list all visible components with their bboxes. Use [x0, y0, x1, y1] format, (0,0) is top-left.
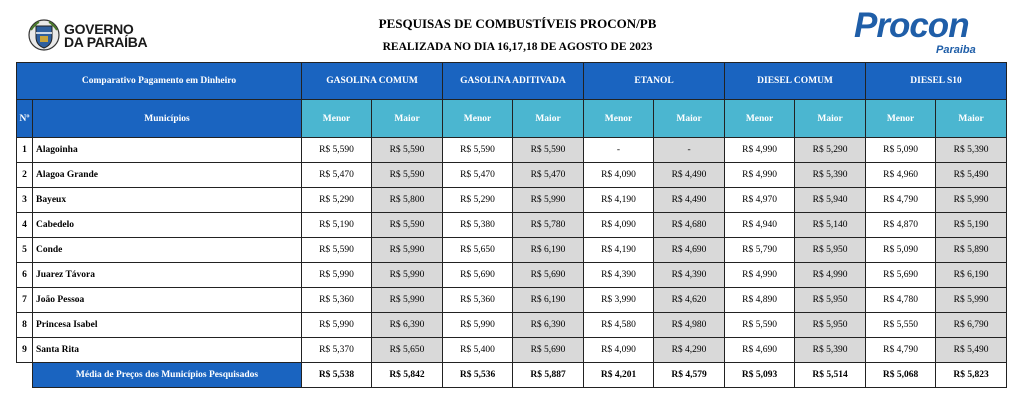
price-maior-cell: R$ 5,290 [795, 138, 866, 163]
price-menor-cell: R$ 4,190 [584, 238, 654, 263]
price-maior-cell: R$ 6,190 [936, 263, 1007, 288]
municipio-name: Bayeux [33, 188, 302, 213]
menor-header: Menor [443, 100, 513, 138]
fuel-header: GASOLINA ADITIVADA [443, 63, 584, 100]
maior-header: Maior [795, 100, 866, 138]
price-menor-cell: R$ 4,890 [725, 288, 795, 313]
price-maior-cell: R$ 5,390 [936, 138, 1007, 163]
price-maior-cell: R$ 5,490 [936, 338, 1007, 363]
price-maior-cell: R$ 5,950 [795, 288, 866, 313]
row-number: 8 [17, 313, 33, 338]
price-menor-cell: R$ 4,090 [584, 163, 654, 188]
fuel-price-table [16, 62, 1007, 388]
municipio-name: Conde [33, 238, 302, 263]
maior-header: Maior [513, 100, 584, 138]
price-menor-cell: R$ 5,370 [302, 338, 372, 363]
price-menor-cell: R$ 4,990 [725, 138, 795, 163]
maior-header: Maior [372, 100, 443, 138]
price-maior-cell: R$ 6,190 [513, 288, 584, 313]
price-maior-cell: R$ 4,490 [654, 188, 725, 213]
row-number: 1 [17, 138, 33, 163]
price-maior-cell: R$ 5,590 [372, 213, 443, 238]
price-menor-cell: R$ 5,550 [866, 313, 936, 338]
price-maior-cell: R$ 5,950 [795, 313, 866, 338]
row-number: 7 [17, 288, 33, 313]
table-row [17, 163, 1007, 188]
table-body [17, 138, 1007, 363]
page-subtitle: REALIZADA NO DIA 16,17,18 DE AGOSTO DE 2023 [382, 41, 653, 53]
average-cell: R$ 5,068 [866, 363, 936, 388]
price-maior-cell: R$ 5,990 [936, 288, 1007, 313]
price-maior-cell: R$ 5,690 [513, 338, 584, 363]
price-maior-cell: R$ 5,470 [513, 163, 584, 188]
price-menor-cell: R$ 5,590 [443, 138, 513, 163]
menor-header: Menor [584, 100, 654, 138]
price-maior-cell: - [654, 138, 725, 163]
price-menor-cell: R$ 4,990 [725, 263, 795, 288]
price-maior-cell: R$ 4,690 [654, 238, 725, 263]
price-maior-cell: R$ 5,390 [795, 338, 866, 363]
row-number: 3 [17, 188, 33, 213]
price-maior-cell: R$ 4,680 [654, 213, 725, 238]
row-number: 5 [17, 238, 33, 263]
no-header: Nº [17, 100, 33, 138]
price-menor-cell: R$ 4,090 [584, 213, 654, 238]
table-row [17, 263, 1007, 288]
price-menor-cell: R$ 5,690 [866, 263, 936, 288]
price-maior-cell: R$ 5,140 [795, 213, 866, 238]
table-row [17, 138, 1007, 163]
price-menor-cell: R$ 4,090 [584, 338, 654, 363]
menor-header: Menor [725, 100, 795, 138]
price-maior-cell: R$ 5,590 [372, 163, 443, 188]
price-maior-cell: R$ 5,390 [795, 163, 866, 188]
table-header-columns [17, 100, 1007, 138]
row-number: 4 [17, 213, 33, 238]
price-menor-cell: R$ 4,780 [866, 288, 936, 313]
price-menor-cell: R$ 5,470 [443, 163, 513, 188]
average-cell: R$ 4,201 [584, 363, 654, 388]
average-cell: R$ 4,579 [654, 363, 725, 388]
gov-line-2: DA PARAÍBA [64, 34, 148, 50]
price-menor-cell: R$ 5,290 [443, 188, 513, 213]
price-menor-cell: R$ 4,940 [725, 213, 795, 238]
maior-header: Maior [936, 100, 1007, 138]
price-maior-cell: R$ 6,790 [936, 313, 1007, 338]
average-cell: R$ 5,842 [372, 363, 443, 388]
group-label: Comparativo Pagamento em Dinheiro [17, 63, 302, 100]
municipio-name: João Pessoa [33, 288, 302, 313]
price-maior-cell: R$ 5,690 [513, 263, 584, 288]
price-maior-cell: R$ 4,290 [654, 338, 725, 363]
fuel-header: ETANOL [584, 63, 725, 100]
page-header [0, 0, 1035, 62]
price-maior-cell: R$ 4,490 [654, 163, 725, 188]
price-menor-cell: R$ 5,790 [725, 238, 795, 263]
table-row [17, 213, 1007, 238]
fuel-header: GASOLINA COMUM [302, 63, 443, 100]
price-maior-cell: R$ 5,990 [936, 188, 1007, 213]
price-maior-cell: R$ 5,990 [513, 188, 584, 213]
price-menor-cell: R$ 5,690 [443, 263, 513, 288]
price-menor-cell: R$ 5,090 [866, 138, 936, 163]
price-maior-cell: R$ 5,650 [372, 338, 443, 363]
price-menor-cell: R$ 4,390 [584, 263, 654, 288]
price-menor-cell: R$ 5,360 [302, 288, 372, 313]
municipio-header: Municípios [33, 100, 302, 138]
table-row [17, 238, 1007, 263]
price-maior-cell: R$ 4,390 [654, 263, 725, 288]
price-maior-cell: R$ 4,990 [795, 263, 866, 288]
price-menor-cell: R$ 5,380 [443, 213, 513, 238]
price-maior-cell: R$ 6,190 [513, 238, 584, 263]
table-header-fuels [17, 63, 1007, 100]
table-row [17, 188, 1007, 213]
average-cell: R$ 5,514 [795, 363, 866, 388]
price-menor-cell: R$ 4,790 [866, 188, 936, 213]
price-menor-cell: R$ 5,400 [443, 338, 513, 363]
price-menor-cell: R$ 3,990 [584, 288, 654, 313]
price-maior-cell: R$ 5,990 [372, 238, 443, 263]
average-cell: R$ 5,093 [725, 363, 795, 388]
municipio-name: Juarez Távora [33, 263, 302, 288]
municipio-name: Cabedelo [33, 213, 302, 238]
price-maior-cell: R$ 4,620 [654, 288, 725, 313]
municipio-name: Alagoinha [33, 138, 302, 163]
price-maior-cell: R$ 5,490 [936, 163, 1007, 188]
price-menor-cell: R$ 5,590 [302, 138, 372, 163]
price-maior-cell: R$ 6,390 [513, 313, 584, 338]
procon-logo-subtext: Paraiba [936, 44, 976, 56]
procon-logo-text: Procon [854, 6, 969, 45]
table-row [17, 313, 1007, 338]
price-menor-cell: R$ 5,990 [443, 313, 513, 338]
price-maior-cell: R$ 5,190 [936, 213, 1007, 238]
average-cell: R$ 5,538 [302, 363, 372, 388]
price-menor-cell: - [584, 138, 654, 163]
price-maior-cell: R$ 5,990 [372, 263, 443, 288]
price-menor-cell: R$ 5,590 [725, 313, 795, 338]
price-menor-cell: R$ 4,960 [866, 163, 936, 188]
price-menor-cell: R$ 4,580 [584, 313, 654, 338]
gov-line-1: GOVERNO [64, 21, 134, 37]
price-maior-cell: R$ 4,980 [654, 313, 725, 338]
table-row [17, 338, 1007, 363]
price-menor-cell: R$ 4,970 [725, 188, 795, 213]
average-cell: R$ 5,887 [513, 363, 584, 388]
fuel-header: DIESEL COMUM [725, 63, 866, 100]
price-maior-cell: R$ 5,990 [372, 288, 443, 313]
municipio-name: Alagoa Grande [33, 163, 302, 188]
price-maior-cell: R$ 5,780 [513, 213, 584, 238]
table-row [17, 288, 1007, 313]
row-number: 9 [17, 338, 33, 363]
page-title: PESQUISAS DE COMBUSTÍVEIS PROCON/PB [378, 16, 657, 31]
price-menor-cell: R$ 4,870 [866, 213, 936, 238]
maior-header: Maior [654, 100, 725, 138]
price-menor-cell: R$ 4,690 [725, 338, 795, 363]
table-footer-averages [17, 363, 1007, 388]
price-menor-cell: R$ 5,470 [302, 163, 372, 188]
price-menor-cell: R$ 5,990 [302, 313, 372, 338]
price-maior-cell: R$ 5,940 [795, 188, 866, 213]
price-menor-cell: R$ 5,990 [302, 263, 372, 288]
price-menor-cell: R$ 5,360 [443, 288, 513, 313]
price-menor-cell: R$ 5,190 [302, 213, 372, 238]
average-cell: R$ 5,823 [936, 363, 1007, 388]
price-maior-cell: R$ 6,390 [372, 313, 443, 338]
row-number: 6 [17, 263, 33, 288]
price-maior-cell: R$ 5,590 [513, 138, 584, 163]
price-menor-cell: R$ 4,190 [584, 188, 654, 213]
price-menor-cell: R$ 5,090 [866, 238, 936, 263]
price-menor-cell: R$ 5,590 [302, 238, 372, 263]
price-maior-cell: R$ 5,800 [372, 188, 443, 213]
municipio-name: Princesa Isabel [33, 313, 302, 338]
price-menor-cell: R$ 5,650 [443, 238, 513, 263]
price-menor-cell: R$ 5,290 [302, 188, 372, 213]
menor-header: Menor [302, 100, 372, 138]
price-maior-cell: R$ 5,890 [936, 238, 1007, 263]
menor-header: Menor [866, 100, 936, 138]
price-menor-cell: R$ 4,990 [725, 163, 795, 188]
average-cell: R$ 5,536 [443, 363, 513, 388]
price-maior-cell: R$ 5,950 [795, 238, 866, 263]
price-menor-cell: R$ 4,790 [866, 338, 936, 363]
fuel-header: DIESEL S10 [866, 63, 1007, 100]
municipio-name: Santa Rita [33, 338, 302, 363]
footer-label: Média de Preços dos Municípios Pesquisados [33, 363, 302, 388]
row-number: 2 [17, 163, 33, 188]
footer-spacer [17, 363, 33, 388]
price-maior-cell: R$ 5,590 [372, 138, 443, 163]
procon-logo [854, 6, 989, 60]
